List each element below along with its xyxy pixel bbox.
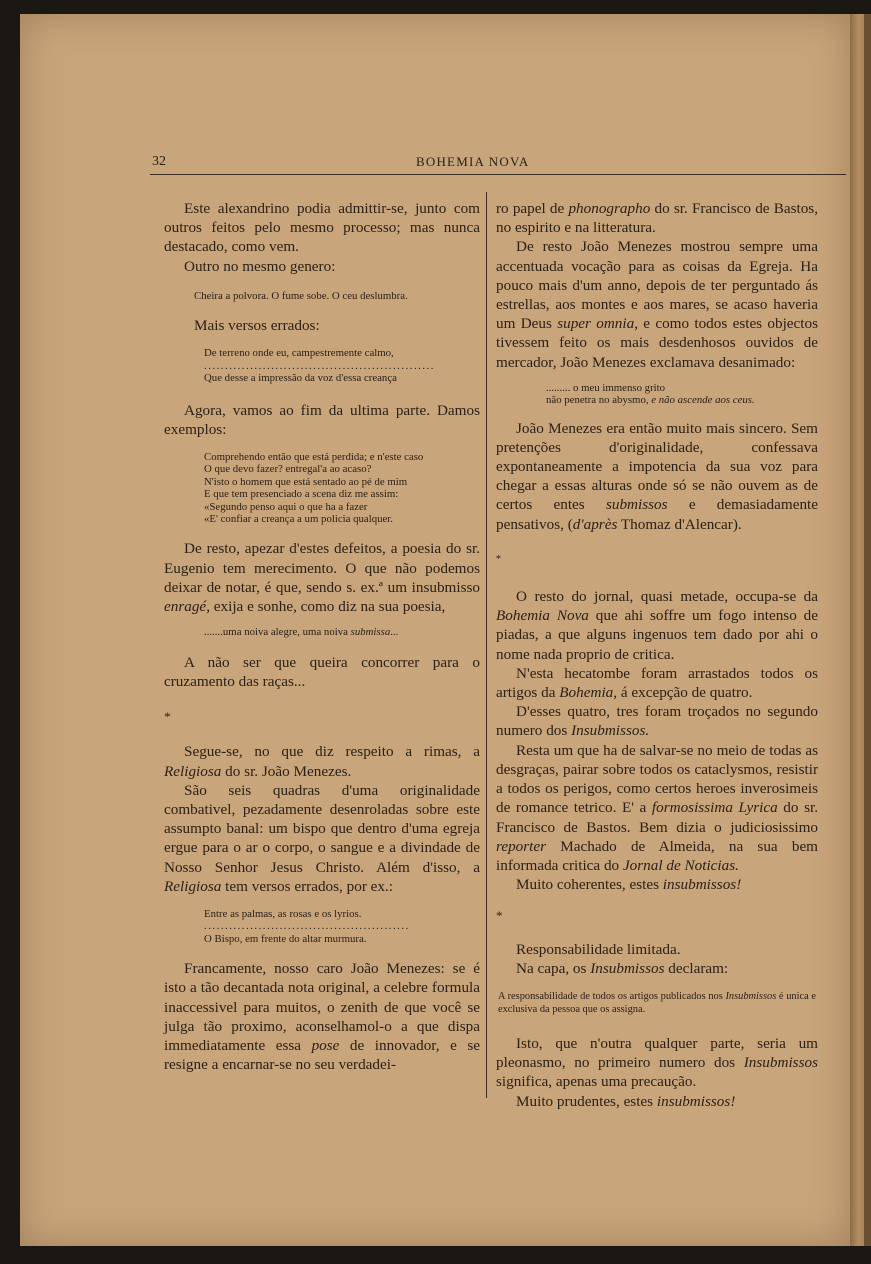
section-asterisk: *: [164, 709, 171, 725]
paragraph: O resto do jornal, quasi metade, occupa-se da Bohemia Nova que ahi soffre um fogo intenso de piadas, a que alguns ingenuos tem dado por ahi o nome nada proprio de critica.: [496, 588, 818, 663]
paragraph: A não ser que queira concorrer para o cruzamento das raças...: [164, 653, 480, 690]
paragraph: ro papel de phonographo do sr. Francisco de Bastos, no espirito e na litteratura.: [496, 200, 819, 237]
section-asterisk: *: [496, 908, 503, 924]
book-page: [20, 14, 850, 1246]
running-title: BOHEMIA NOVA: [416, 154, 530, 169]
paragraph: N'esta hecatombe foram arrastados todos os artigos da Bohemia, á excepção de quatro.: [496, 664, 818, 702]
paragraph: Mais versos errados:: [194, 317, 320, 335]
header-rule: [150, 174, 846, 175]
column-divider: [486, 192, 487, 1098]
paragraph: Outro no mesmo genero:: [184, 257, 336, 275]
page-header: [20, 154, 850, 174]
verse-quote: Comprehendo então que está perdida; e n'este caso O que devo fazer? entregal'a ao acaso? N'isto o homem que está sentado ao pé de mim E que tem presenciado a scena diz me assim: «Segundo penso aqui o que ha a fazer «E' confiar a creança a um policia qualquer.: [204, 451, 424, 526]
paragraph: Resta um que ha de salvar-se no meio de todas as desgraças, pairar sobre todos os cataclysmos, resistir a todos os perigos, como certos heroes inverosimeis de romance tetrico. E' a formosissima Lyrica do sr. Francisco de Bastos. Bem dizia o judiciosissimo reporter Machado de Almeida, na sua bem informada critica do Jornal de Noticias.: [496, 741, 818, 874]
paragraph: De resto João Menezes mostrou sempre uma accentuada vocação para as coisas da Egreja. Ha pouco mais d'um anno, depois de ter perguntado ás estrellas, aos montes e aos mares, se acaso haveria um Deus super omnia, e como todos estes objectos tivessem feito os mais desdenhosos ouvidos de mercador, João Menezes exclamava desanimado:: [496, 238, 818, 371]
verse-quote: Cheira a polvora. O fume sobe. O ceu deslumbra.: [194, 289, 408, 302]
right-column: [496, 199, 818, 1111]
paragraph: Este alexandrino podia admittir-se, junto com outros feitos pelo mesmo processo; mas nunca destacado, como vem.: [164, 200, 480, 256]
paragraph: João Menezes era então muito mais sincero. Sem pretenções d'originalidade, confessava expontaneamente a impotencia da sua voz para chegar a essas alturas onde só se não ouvem as de certos entes submissos e demasiadamente pensativos, (d'après Thomaz d'Alencar).: [496, 419, 818, 533]
paragraph: São seis quadras d'uma originalidade combativel, pezadamente desenroladas sobre este assumpto banal: um bispo que dentro d'uma egreja ergue para o ar o corpo, o sangue e a divindade de Nosso Senhor Jesus Christo. Além d'isso, a Religiosa tem versos errados, por ex.:: [164, 781, 480, 895]
paragraph: Responsabilidade limitada.: [516, 940, 681, 958]
verse-quote: De terreno onde eu, campestremente calmo, ....................................................... Que desse a impressão da voz d'essa creança: [204, 347, 435, 385]
verse-quote: Entre as palmas, as rosas e os lyrios. ................................................. O Bispo, em frente do altar murmura.: [204, 907, 410, 945]
paragraph: Francamente, nosso caro João Menezes: se é isto a tão decantada nota original, a celebre formula inaccessivel para muitos, o zenith de que você se julga tão proximo, aconselhamol-o a que dispa immediatamente essa pose de innovador, e se resigne a encarnar-se no seu verdadei-: [164, 960, 480, 1074]
paragraph: Segue-se, no que diz respeito a rimas, a Religiosa do sr. João Menezes.: [164, 743, 480, 780]
verse-quote: .......uma noiva alegre, uma noiva submissa...: [204, 626, 399, 639]
verse-quote: ......... o meu immenso grito não penetra no abysmo, e não ascende aos ceus.: [546, 381, 755, 407]
quoted-notice: A responsabilidade de todos os artigos publicados nos Insubmissos é unica e exclusiva da pessoa que os assigna.: [498, 990, 816, 1015]
paragraph: Isto, que n'outra qualquer parte, seria um pleonasmo, no primeiro numero dos Insubmissos significa, apenas uma precaução.: [496, 1034, 818, 1091]
paragraph: Agora, vamos ao fim da ultima parte. Damos exemplos:: [164, 401, 480, 438]
paragraph: D'esses quatro, tres foram troçados no segundo numero dos Insubmissos.: [496, 703, 818, 740]
paragraph: De resto, apezar d'estes defeitos, a poesia do sr. Eugenio tem merecimento. O que não podemos deixar de notar, é que, sendo s. ex.ª um insubmisso enragé, exija e sonhe, como diz na sua poesia,: [164, 540, 480, 616]
paragraph: Muito prudentes, estes insubmissos!: [516, 1092, 736, 1110]
binding-edge: [864, 14, 871, 1246]
paragraph: Muito coherentes, estes insubmissos!: [516, 876, 742, 894]
paragraph: Na capa, os Insubmissos declaram:: [516, 959, 729, 977]
section-asterisk: *: [496, 553, 501, 565]
left-column: [164, 199, 480, 1074]
page-number: 32: [152, 154, 166, 169]
